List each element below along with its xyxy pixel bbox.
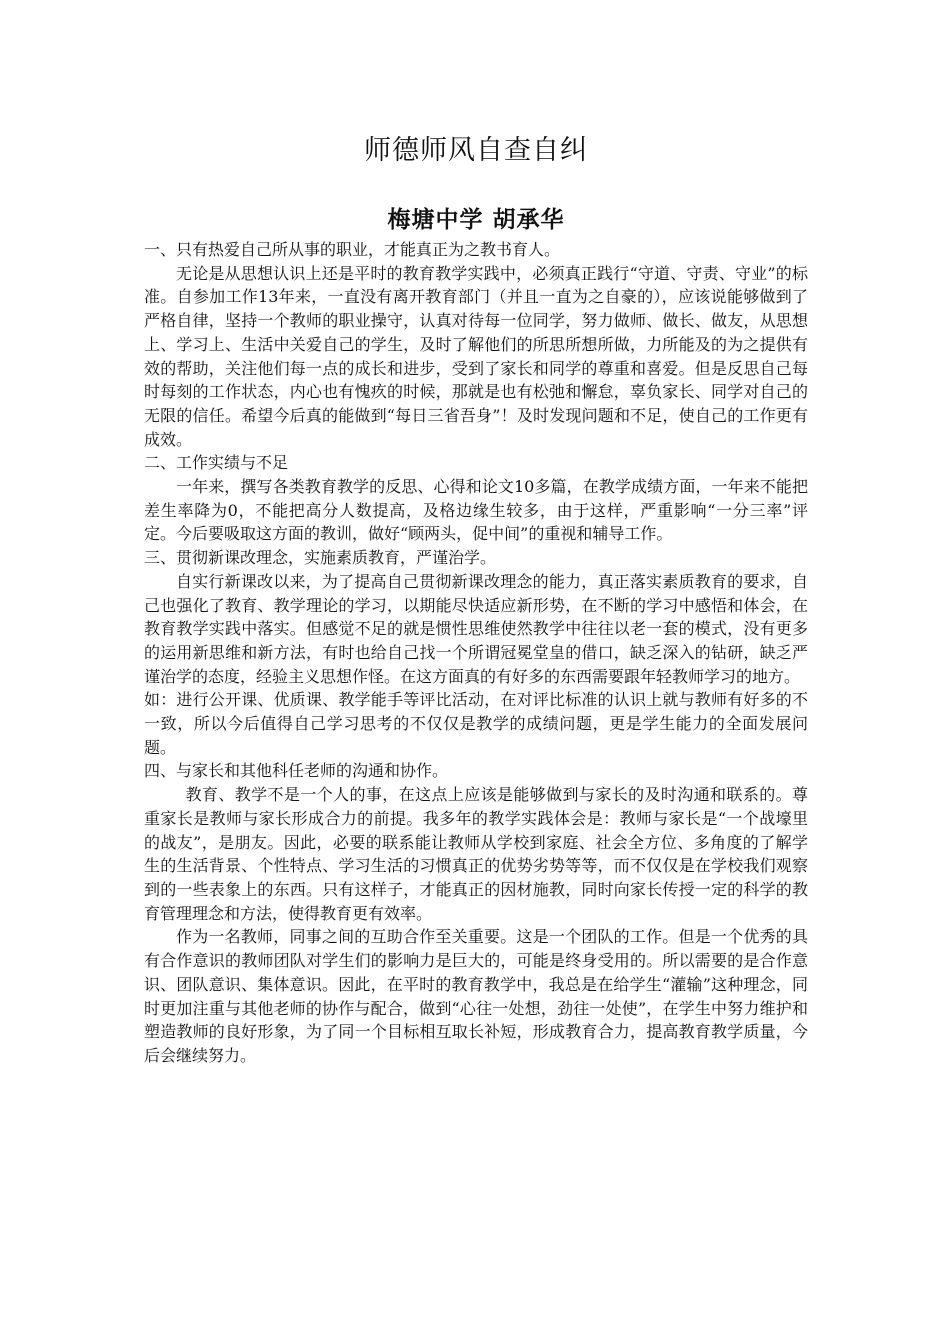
paragraph: 自实行新课改以来，为了提高自己贯彻新课改理念的能力，真正落实素质教育的要求，自己也强化了教育、教学理论的学习，以期能尽快适应新形势，在不断的学习中感悟和体会，在教育教学实践中落实。但感觉不足的就是惯性思维使然教学中往往以老一套的模式，没有更多的运用新思维和新方法，有时也给自己找一个所谓冠冕堂皇的借口，缺乏深入的钻研，缺乏严谨治学的态度，经验主义思想作怪。在这方面真的有好多的东西需要跟年轻教师学习的地方。 (144, 571, 808, 686)
section-1 (144, 238, 808, 451)
paragraph: 如：进行公开课、优质课、教学能手等评比活动，在对评比标准的认识上就与教师有好多的不一致，所以今后值得自己学习思考的不仅仅是教学的成绩问题，更是学生能力的全面发展问题。 (144, 690, 808, 757)
section-heading: 四、与家长和其他科任老师的沟通和协作。 (144, 761, 449, 781)
section-3 (144, 546, 808, 759)
document-content (144, 128, 808, 1068)
section-heading: 一、只有热爱自己所从事的职业，才能真正为之教书育人。 (144, 240, 561, 259)
paragraph: 一年来，撰写各类教育教学的反思、心得和论文10多篇，在教学成绩方面，一年来不能把差生率降为0，不能把高分人数提高，及格边缘生较多，由于这样，严重影响“一分三率”评定。今后要吸取这方面的教训，做好“顾两头，促中间”的重视和辅导工作。 (144, 477, 808, 544)
section-2 (144, 451, 808, 546)
paragraph: 教育、教学不是一个人的事，在这点上应该是能够做到与家长的及时沟通和联系的。尊重家长是教师与家长形成合力的前提。我多年的教学实践体会是：教师与家长是“一个战壕里的战友”，是朋友。因此，必要的联系能让教师从学校到家庭、社会全方位、多角度的了解学生的生活背景、个性特点、学习生活的习惯真正的优势劣势等等，而不仅仅是在学校我们观察到的一些表象上的东西。只有这样子，才能真正的因材施教，同时向家长传授一定的科学的教育管理理念和方法，使得教育更有效率。 (144, 785, 808, 923)
section-4 (144, 759, 808, 1067)
section-heading: 二、工作实绩与不足 (144, 453, 289, 473)
paragraph: 无论是从思想认识上还是平时的教育教学实践中，必须真正践行“守道、守责、守业”的标准。自参加工作13年来，一直没有离开教育部门（并且一直为之自豪的），应该说能够做到了严格自律，坚持一个教师的职业操守，认真对待每一位同学，努力做师、做长、做友，从思想上、学习上、生活中关爱自己的学生，及时了解他们的所思所想所做，力所能及的为之提供有效的帮助，关注他们每一点的成长和进步，受到了家长和同学的尊重和喜爱。但是反思自己每时每刻的工作状态，内心也有愧疚的时候，那就是也有松弛和懈怠，辜负家长、同学对自己的无限的信任。希望今后真的能做到“每日三省吾身”！及时发现问题和不足，使自己的工作更有成效。 (144, 263, 808, 449)
paragraph: 作为一名教师，同事之间的互助合作至关重要。这是一个团队的工作。但是一个优秀的具有合作意识的教师团队对学生们的影响力是巨大的，可能是终身受用的。所以需要的是合作意识、团队意识、集体意识。因此，在平时的教育教学中，我总是在给学生“灌输”这种理念，同时更加注重与其他老师的协作与配合，做到“心往一处想，劲往一处使”，在学生中努力维护和塑造教师的良好形象，为了同一个目标相互取长补短，形成教育合力，提高教育教学质量，今后会继续努力。 (144, 927, 808, 1065)
author-line: 梅塘中学 胡承华 (387, 206, 565, 233)
document-title: 师德师风自查自纠 (364, 135, 588, 166)
document-body (144, 238, 808, 1068)
section-heading: 三、贯彻新课改理念，实施素质教育，严谨治学。 (144, 548, 497, 568)
